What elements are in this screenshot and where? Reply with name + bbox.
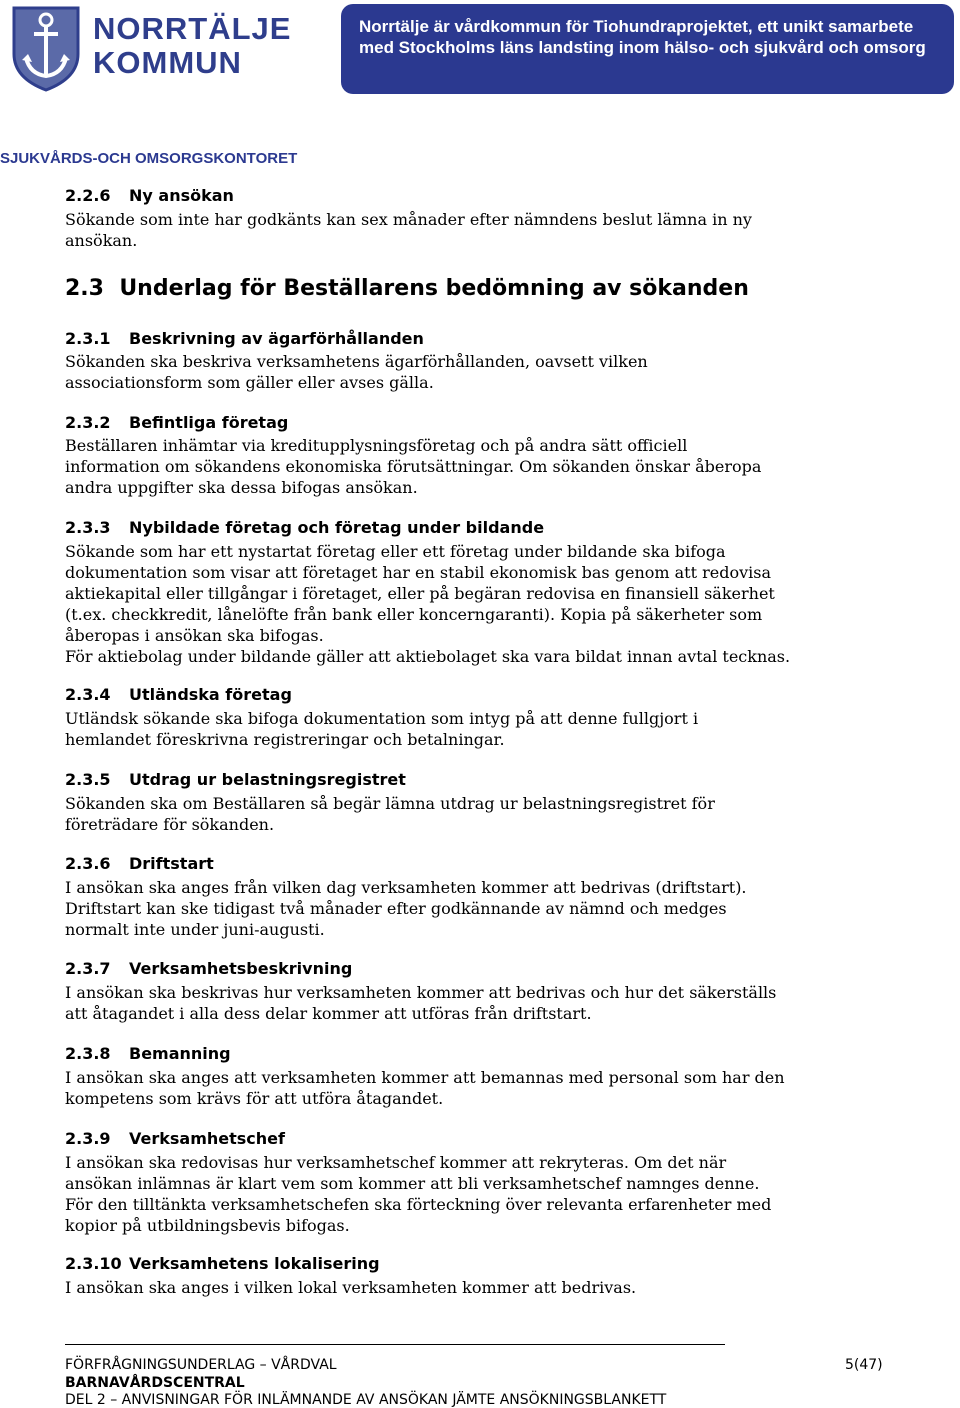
body-line: att åtagandet i alla dess delar kommer att utföras från driftstart. <box>65 1004 592 1023</box>
section-title: Driftstart <box>129 854 214 873</box>
body-line: dokumentation som visar att företaget har en stabil ekonomisk bas genom att redovisa <box>65 563 772 582</box>
body-line: I ansökan ska anges från vilken dag verksamheten kommer att bedrivas (driftstart). <box>65 878 747 897</box>
section-body <box>65 209 765 251</box>
footer-divider <box>65 1344 725 1345</box>
office-name: SJUKVÅRDS-OCH OMSORGSKONTORET <box>0 150 298 167</box>
section-number: 2.2.6 <box>65 186 111 205</box>
body-line: I ansökan ska redovisas hur verksamhetschef kommer att rekryteras. Om det när <box>65 1153 727 1172</box>
body-line: Sökande som har ett nystartat företag eller ett företag under bildande ska bifoga <box>65 542 726 561</box>
section-title: Befintliga företag <box>129 413 289 432</box>
body-line: Driftstart kan ske tidigast två månader efter godkännande av nämnd och medges <box>65 899 727 918</box>
section-body <box>65 877 765 940</box>
section-heading <box>65 770 406 789</box>
body-line: aktiekapital eller tillgångar i företaget, eller på begäran redovisa en finansiell säkerhet <box>65 584 775 603</box>
body-line: hemlandet föreskrivna registreringar och betalningar. <box>65 730 505 749</box>
section-number: 2.3.10 <box>65 1254 122 1273</box>
section-number: 2.3.8 <box>65 1044 111 1063</box>
section-title: Bemanning <box>129 1044 231 1063</box>
chapter-title: Underlag för Beställarens bedömning av sökanden <box>119 276 749 301</box>
header-banner: Norrtälje är vårdkommun för Tiohundraprojektet, ett unikt samarbete med Stockholms läns landsting inom hälso- och sjukvård och omsorg <box>341 4 954 94</box>
section-number: 2.3.1 <box>65 329 111 348</box>
logo-line2: KOMMUN <box>93 45 242 80</box>
body-line: Beställaren inhämtar via kreditupplysningsföretag och på andra sätt officiell <box>65 436 688 455</box>
section-title: Verksamhetsbeskrivning <box>129 959 353 978</box>
section-number: 2.3.9 <box>65 1129 111 1148</box>
section-body <box>65 793 765 835</box>
section-body <box>65 351 765 393</box>
section-heading <box>65 1129 285 1148</box>
section-title: Utländska företag <box>129 685 292 704</box>
body-line: Sökanden ska om Beställaren så begär lämna utdrag ur belastningsregistret för <box>65 794 715 813</box>
body-line: information om sökandens ekonomiska förutsättningar. Om sökanden önskar åberopa <box>65 457 762 476</box>
section-number: 2.3.2 <box>65 413 111 432</box>
section-title: Beskrivning av ägarförhållanden <box>129 329 424 348</box>
body-line: ansökan inlämnas är klart vem som kommer att bli verksamhetschef namnges denne. <box>65 1174 760 1193</box>
section-heading <box>65 329 424 348</box>
chapter-heading <box>65 276 749 301</box>
chapter-number: 2.3 <box>65 276 104 301</box>
page-number: 5(47) <box>845 1357 883 1373</box>
section-title: Verksamhetens lokalisering <box>129 1254 380 1273</box>
section-number: 2.3.6 <box>65 854 111 873</box>
body-line: företrädare för sökanden. <box>65 815 275 834</box>
section-body <box>65 435 765 498</box>
body-line: I ansökan ska anges i vilken lokal verksamheten kommer att bedrivas. <box>65 1278 637 1297</box>
body-line: För aktiebolag under bildande gäller att aktiebolaget ska vara bildat innan avtal tecknas. <box>65 647 791 666</box>
section-heading <box>65 854 214 873</box>
body-line: kopior på utbildningsbevis bifogas. <box>65 1216 350 1235</box>
body-line: För den tilltänkta verksamhetschefen ska förteckning över relevanta erfarenheter med <box>65 1195 772 1214</box>
section-heading <box>65 959 352 978</box>
section-body <box>65 1067 785 1109</box>
section-title: Nybildade företag och företag under bildande <box>129 518 545 537</box>
body-line: Sökanden ska beskriva verksamhetens ägarförhållanden, oavsett vilken <box>65 352 648 371</box>
body-line: associationsform som gäller eller avses gälla. <box>65 373 434 392</box>
section-number: 2.3.3 <box>65 518 111 537</box>
section-heading <box>65 518 544 537</box>
section-heading <box>65 413 288 432</box>
section-heading <box>65 1044 231 1063</box>
section-number: 2.3.4 <box>65 685 111 704</box>
section-heading <box>65 685 292 704</box>
body-line: I ansökan ska beskrivas hur verksamheten kommer att bedrivas och hur det säkerställs <box>65 983 777 1002</box>
body-line: Sökande som inte har godkänts kan sex månader efter nämndens beslut lämna in ny <box>65 210 752 229</box>
footer-line3: DEL 2 – ANVISNINGAR FÖR INLÄMNANDE AV ANSÖKAN JÄMTE ANSÖKNINGSBLANKETT <box>65 1392 667 1408</box>
norrtalje-logo <box>10 4 292 94</box>
section-body <box>65 1152 772 1236</box>
body-line: (t.ex. checkkredit, lånelöfte från bank eller koncerngaranti). Kopia på säkerheter som <box>65 605 763 624</box>
body-line: normalt inte under juni-augusti. <box>65 920 325 939</box>
section-number: 2.3.5 <box>65 770 111 789</box>
section-body <box>65 541 791 667</box>
body-line: andra uppgifter ska dessa bifogas ansökan. <box>65 478 418 497</box>
body-line: I ansökan ska anges att verksamheten kommer att bemannas med personal som har den <box>65 1068 785 1087</box>
section-body <box>65 708 765 750</box>
body-line: kompetens som krävs för att utföra åtagandet. <box>65 1089 444 1108</box>
section-heading <box>65 186 234 205</box>
footer-line1: FÖRFRÅGNINGSUNDERLAG – VÅRDVAL <box>65 1357 337 1373</box>
footer-line2: BARNAVÅRDSCENTRAL <box>65 1375 245 1391</box>
section-number: 2.3.7 <box>65 959 111 978</box>
section-title: Ny ansökan <box>129 186 234 205</box>
section-heading <box>65 1254 380 1273</box>
section-title: Verksamhetschef <box>129 1129 285 1148</box>
section-body <box>65 982 777 1024</box>
logo-line1: NORRTÄLJE <box>93 11 292 46</box>
body-line: ansökan. <box>65 231 138 250</box>
section-title: Utdrag ur belastningsregistret <box>129 770 406 789</box>
anchor-crest-icon <box>10 4 82 92</box>
body-line: Utländsk sökande ska bifoga dokumentation som intyg på att denne fullgjort i <box>65 709 699 728</box>
body-line: åberopas i ansökan ska bifogas. <box>65 626 324 645</box>
section-body <box>65 1277 765 1298</box>
